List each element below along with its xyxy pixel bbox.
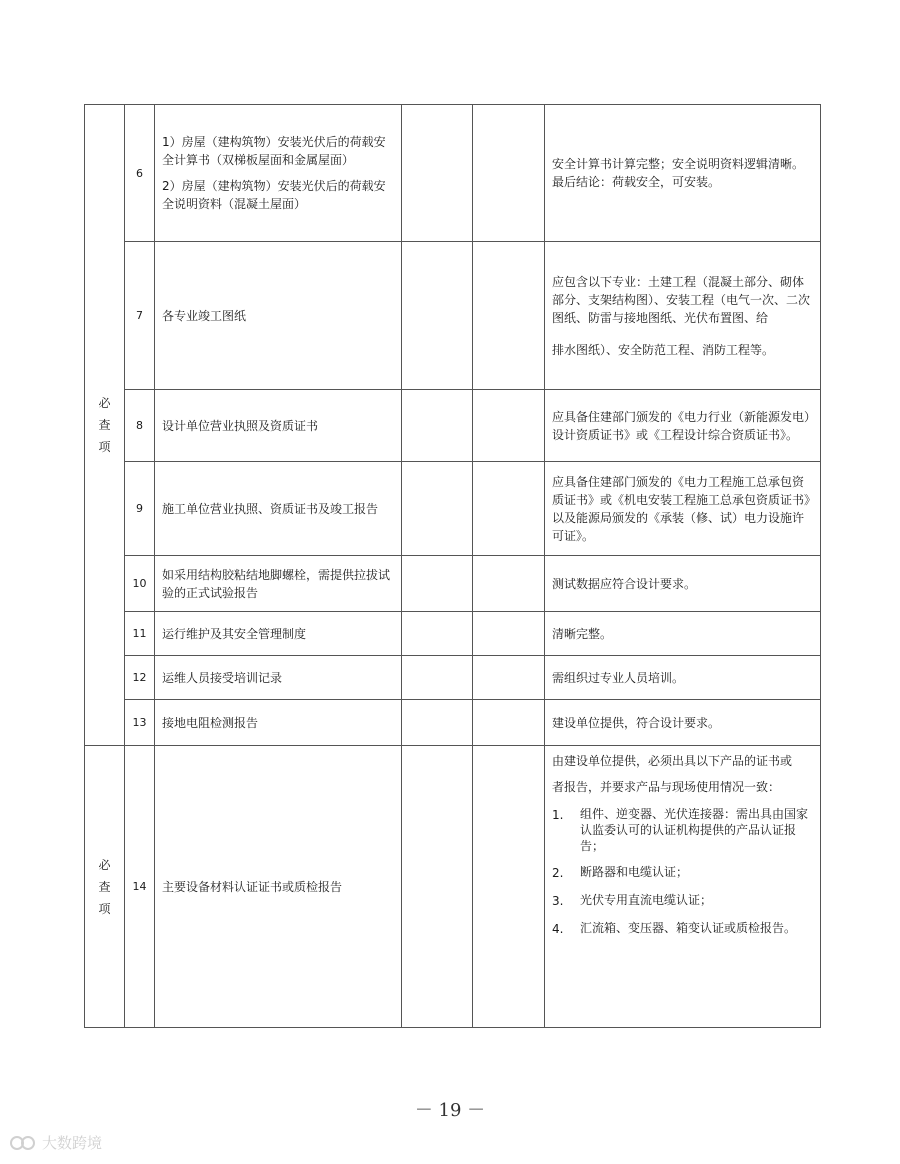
item-cell: 接地电阻检测报告	[155, 700, 402, 746]
requirement-cell: 清晰完整。	[545, 612, 821, 656]
table-row	[85, 462, 821, 556]
table-row	[85, 390, 821, 462]
item-cell: 如采用结构胶粘结地脚螺栓，需提供拉拔试验的正式试验报告	[155, 556, 402, 612]
item-cell: 各专业竣工图纸	[155, 242, 402, 390]
watermark-text: 大数跨境	[42, 1134, 103, 1152]
row-number: 9	[125, 462, 155, 556]
requirement-cell: 测试数据应符合设计要求。	[545, 556, 821, 612]
page-number: － 19 －	[414, 1100, 486, 1121]
row-number: 6	[125, 105, 155, 242]
item-cell: 1）房屋（建构筑物）安装光伏后的荷载安全计算书（双梯板屋面和金属屋面） 2）房屋（建构筑物）安装光伏后的荷载安全说明资料（混凝土屋面）	[155, 105, 402, 242]
table-row	[85, 746, 821, 1028]
row-number: 10	[125, 556, 155, 612]
requirement-cell: 应包含以下专业：土建工程（混凝土部分、砌体部分、支架结构图）、安装工程（电气一次、二次图纸、防雷与接地图纸、光伏布置图、给 排水图纸）、安全防范工程、消防工程等。	[545, 242, 821, 390]
table-row	[85, 556, 821, 612]
row-number: 13	[125, 700, 155, 746]
list-item: 3. 光伏专用直流电缆认证；	[552, 893, 713, 908]
table-row	[85, 700, 821, 746]
table-row	[85, 105, 821, 242]
watermark	[8, 1132, 102, 1153]
row-number: 14	[125, 746, 155, 1028]
item-cell: 运维人员接受培训记录	[155, 656, 402, 700]
row-number: 11	[125, 612, 155, 656]
list-item: 2. 断路器和电缆认证；	[552, 865, 689, 880]
requirement-cell: 建设单位提供，符合设计要求。	[545, 700, 821, 746]
row-number: 7	[125, 242, 155, 390]
table-row	[85, 612, 821, 656]
checklist-table	[84, 104, 821, 1028]
list-item: 4. 汇流箱、变压器、箱变认证或质检报告。	[552, 921, 797, 936]
category-cell: 必查项	[85, 105, 125, 746]
watermark-logo-icon	[8, 1134, 38, 1152]
item-cell: 运行维护及其安全管理制度	[155, 612, 402, 656]
requirement-cell: 应具备住建部门颁发的《电力行业（新能源发电）设计资质证书》或《工程设计综合资质证书》。	[545, 390, 821, 462]
requirement-cell: 应具备住建部门颁发的《电力工程施工总承包资质证书》或《机电安装工程施工总承包资质证书》以及能源局颁发的《承装（修、试）电力设施许可证》。	[545, 462, 821, 556]
requirement-cell: 安全计算书计算完整；安全说明资料逻辑清晰。最后结论：荷载安全，可安装。	[545, 105, 821, 242]
requirement-cell: 由建设单位提供，必须出具以下产品的证书或 者报告，并要求产品与现场使用情况一致： 1. 组件、逆变器、光伏连接器：需出具由国家认监委认可的认证机构提供的产品认证报告； 2. 断路器和电缆认证； 3. 光伏专用直流电缆认证； 4. 汇流箱、变压器、箱变认证或质检报告。	[545, 746, 821, 1028]
item-cell: 主要设备材料认证证书或质检报告	[155, 746, 402, 1028]
item-cell: 设计单位营业执照及资质证书	[155, 390, 402, 462]
table-row	[85, 242, 821, 390]
row-number: 8	[125, 390, 155, 462]
requirement-cell: 需组织过专业人员培训。	[545, 656, 821, 700]
category-cell: 必查项	[85, 746, 125, 1028]
item-cell: 施工单位营业执照、资质证书及竣工报告	[155, 462, 402, 556]
list-item: 1. 组件、逆变器、光伏连接器：需出具由国家认监委认可的认证机构提供的产品认证报告；	[552, 807, 809, 853]
table-row	[85, 656, 821, 700]
row-number: 12	[125, 656, 155, 700]
